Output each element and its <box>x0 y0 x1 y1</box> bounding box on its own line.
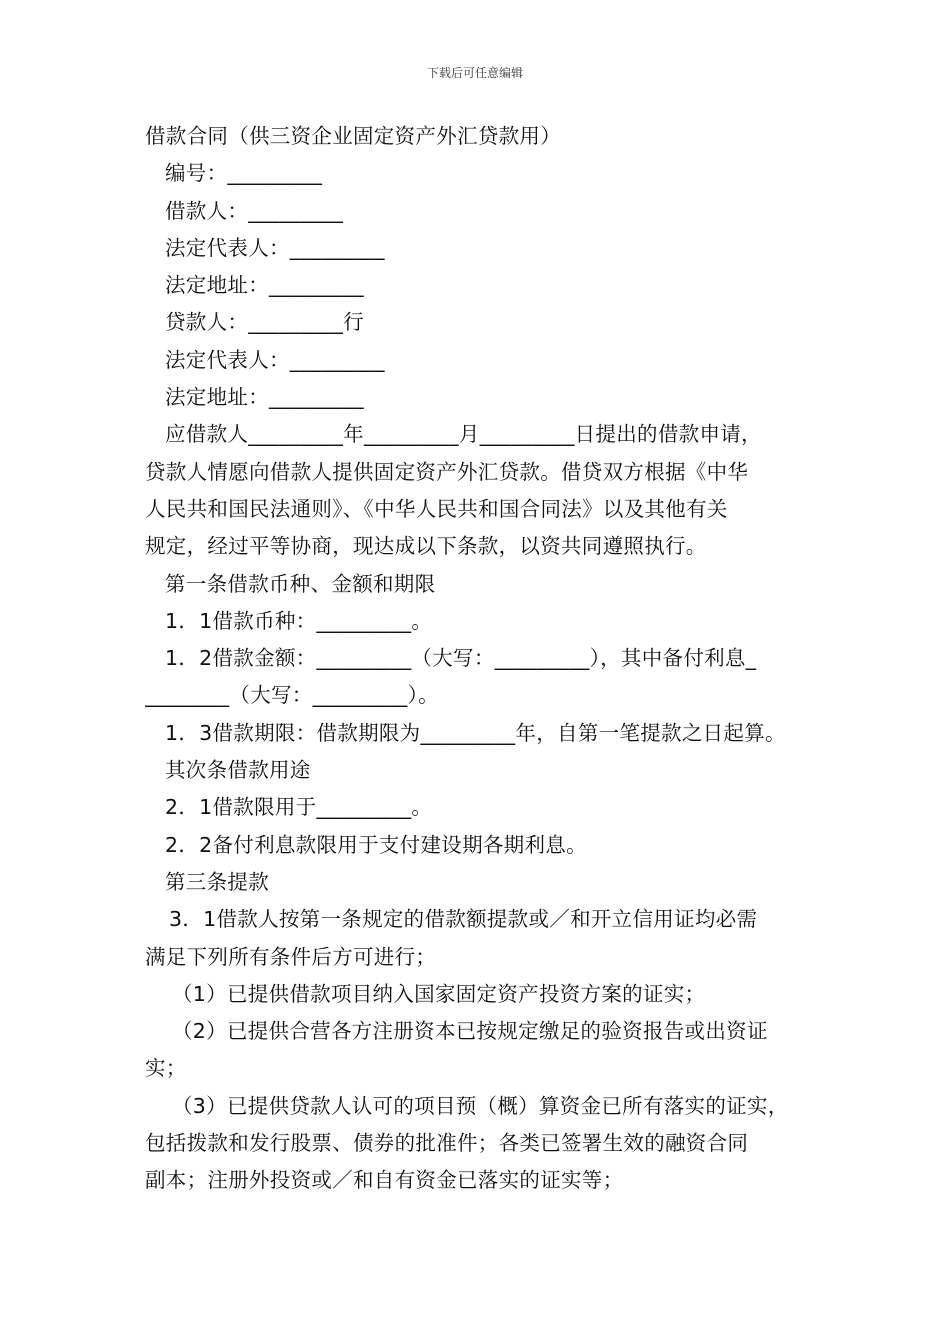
text-line: （1）已提供借款项目纳入国家固定资产投资方案的证实； <box>172 981 706 1006</box>
document-body <box>145 118 825 1200</box>
text-line: 实； <box>145 1056 187 1081</box>
text-line: 满足下列所有条件后方可进行； <box>145 944 437 969</box>
text-line: 第三条提款 <box>165 869 269 894</box>
text-line: 包括拨款和发行股票、债券的批准件；各类已签署生效的融资合同 <box>145 1131 749 1156</box>
document-title: 借款合同（供三资企业固定资产外汇贷款用） <box>145 124 561 148</box>
text-line: 1．3借款期限：借款期限为_________年，自第一笔提款之日起算。 <box>165 720 786 745</box>
text-line: 法定代表人：_________ <box>165 347 385 372</box>
page-header: 下载后可任意编辑 <box>426 66 523 80</box>
text-line: 人民共和国民法通则》、《中华人民共和国合同法》以及其他有关 <box>145 496 728 521</box>
text-line: 贷款人情愿向借款人提供固定资产外汇贷款。借贷双方根据《中华 <box>145 459 749 484</box>
text-line: 法定地址：_________ <box>165 273 364 298</box>
text-line: 第一条借款币种、金额和期限 <box>165 571 436 596</box>
text-line: 规定，经过平等协商，现达成以下条款，以资共同遵照执行。 <box>145 534 707 559</box>
text-line: 编号：_________ <box>165 161 323 186</box>
text-line: 法定代表人：_________ <box>165 235 385 260</box>
text-line: 1．1借款币种：_________。 <box>165 608 433 633</box>
text-line: 其次条借款用途 <box>165 758 311 783</box>
text-line: （2）已提供合营各方注册资本已按规定缴足的验资报告或出资证 <box>172 1019 768 1044</box>
text-line: 应借款人_________年_________月_________日提出的借款申请， <box>165 422 762 447</box>
text-line: 借款人：_________ <box>165 198 344 223</box>
text-line: 法定地址：_________ <box>165 385 364 410</box>
text-line: （3）已提供贷款人认可的项目预（概）算资金已所有落实的证实， <box>172 1093 789 1118</box>
text-line: 贷款人：_________行 <box>165 310 364 335</box>
text-line: 副本；注册外投资或／和自有资金已落实的证实等； <box>145 1168 624 1193</box>
text-line: 2．2备付利息款限用于支付建设期各期利息。 <box>165 832 587 857</box>
text-line: 2．1借款限用于_________。 <box>165 795 433 820</box>
text-line: ________（大写：_________）。 <box>145 683 439 708</box>
text-line: 3．1借款人按第一条规定的借款额提款或／和开立信用证均必需 <box>169 907 758 932</box>
text-line: 1．2借款金额：_________（大写：_________），其中备付利息_ <box>165 646 757 671</box>
